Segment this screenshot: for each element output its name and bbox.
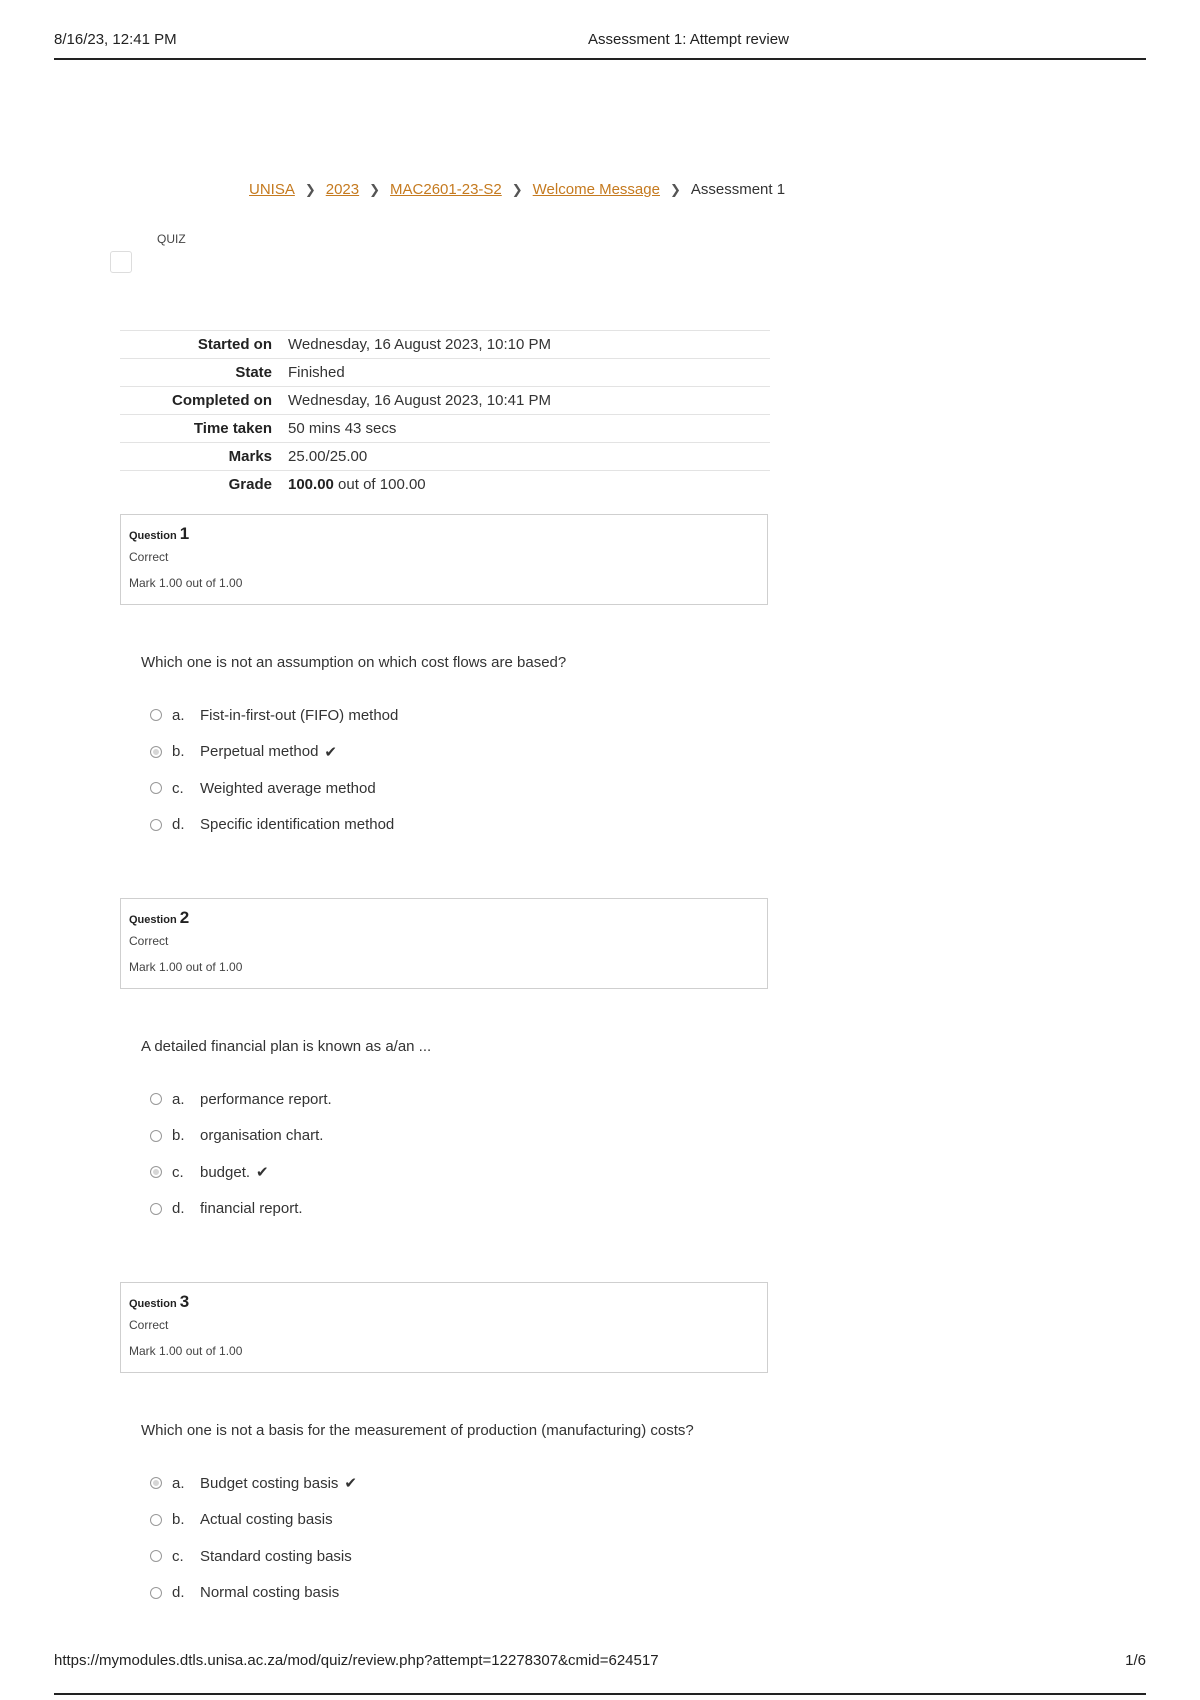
summary-value: 25.00/25.00	[288, 443, 770, 471]
question-info-3	[120, 1282, 768, 1373]
answer-option[interactable]	[150, 807, 398, 844]
question-text-1: Which one is not an assumption on which cost flows are based?	[141, 654, 567, 671]
answer-option[interactable]	[150, 1575, 357, 1612]
question-state: Correct	[129, 550, 169, 564]
answer-list-2	[150, 1081, 332, 1227]
answer-text: Fist-in-first-out (FIFO) method	[200, 706, 399, 724]
footer-divider	[54, 1693, 1146, 1695]
answer-list-3	[150, 1465, 357, 1611]
answer-option[interactable]	[150, 1191, 332, 1228]
breadcrumb-link-course[interactable]: MAC2601-23-S2	[390, 181, 502, 198]
answer-letter: b.	[172, 743, 185, 761]
summary-label: Started on	[120, 331, 288, 359]
chevron-right-icon: ❯	[304, 181, 316, 197]
summary-row	[120, 443, 770, 471]
summary-label: State	[120, 359, 288, 387]
radio-button[interactable]	[150, 1514, 162, 1526]
question-number	[129, 908, 759, 928]
answer-letter: b.	[172, 1127, 185, 1145]
quiz-icon	[110, 251, 132, 273]
answer-text: Perpetual method	[200, 743, 319, 761]
answer-letter: d.	[172, 1200, 185, 1218]
question-number	[129, 524, 759, 544]
print-url: https://mymodules.dtls.unisa.ac.za/mod/quiz/review.php?attempt=12278307&cmid=624517	[54, 1652, 659, 1669]
question-num: 3	[179, 1292, 190, 1311]
summary-row	[120, 359, 770, 387]
summary-row	[120, 331, 770, 359]
question-text-3: Which one is not a basis for the measurement of production (manufacturing) costs?	[141, 1422, 694, 1439]
answer-option[interactable]	[150, 1154, 332, 1191]
summary-label: Time taken	[120, 415, 288, 443]
question-info-1	[120, 514, 768, 605]
chevron-right-icon: ❯	[669, 181, 681, 197]
attempt-summary-table	[120, 330, 770, 498]
answer-letter: c.	[172, 1547, 184, 1565]
summary-value: Wednesday, 16 August 2023, 10:41 PM	[288, 387, 770, 415]
radio-button[interactable]	[150, 709, 162, 721]
radio-button[interactable]	[150, 782, 162, 794]
answer-option[interactable]	[150, 1465, 357, 1502]
breadcrumb-current: Assessment 1	[690, 181, 786, 198]
print-header	[54, 28, 1146, 60]
question-prefix: Question	[129, 530, 177, 542]
answer-letter: d.	[172, 1584, 185, 1602]
answer-list-1	[150, 697, 398, 843]
answer-letter: c.	[172, 779, 184, 797]
radio-button[interactable]	[150, 1130, 162, 1142]
radio-button-selected[interactable]	[150, 1477, 162, 1489]
answer-text: Normal costing basis	[200, 1584, 340, 1602]
radio-button[interactable]	[150, 1550, 162, 1562]
question-mark: Mark 1.00 out of 1.00	[129, 576, 243, 590]
answer-text: organisation chart.	[200, 1127, 324, 1145]
summary-label: Grade	[120, 471, 288, 499]
activity-type-label: QUIZ	[157, 232, 186, 246]
radio-button-selected[interactable]	[150, 1166, 162, 1178]
summary-row	[120, 471, 770, 499]
question-state: Correct	[129, 1318, 169, 1332]
grade-out-of: out of 100.00	[333, 476, 426, 493]
question-mark: Mark 1.00 out of 1.00	[129, 1344, 243, 1358]
page-number: 1/6	[1125, 1652, 1146, 1669]
chevron-right-icon: ❯	[511, 181, 523, 197]
question-info-2	[120, 898, 768, 989]
answer-text: Actual costing basis	[200, 1511, 333, 1529]
summary-value: 50 mins 43 secs	[288, 415, 770, 443]
print-title: Assessment 1: Attempt review	[588, 31, 789, 48]
answer-letter: c.	[172, 1163, 184, 1181]
summary-row	[120, 387, 770, 415]
radio-button[interactable]	[150, 819, 162, 831]
summary-label: Completed on	[120, 387, 288, 415]
answer-text: Budget costing basis	[200, 1474, 339, 1492]
radio-button[interactable]	[150, 1203, 162, 1215]
question-num: 2	[179, 908, 190, 927]
answer-text: financial report.	[200, 1200, 303, 1218]
summary-value	[288, 471, 770, 499]
summary-row	[120, 415, 770, 443]
answer-option[interactable]	[150, 770, 398, 807]
answer-letter: b.	[172, 1511, 185, 1529]
answer-text: Specific identification method	[200, 816, 395, 834]
answer-text: budget.	[200, 1163, 251, 1181]
radio-button-selected[interactable]	[150, 746, 162, 758]
answer-option[interactable]	[150, 1502, 357, 1539]
answer-letter: a.	[172, 1090, 185, 1108]
question-mark: Mark 1.00 out of 1.00	[129, 960, 243, 974]
answer-text: Weighted average method	[200, 779, 376, 797]
checkmark-icon: ✔	[344, 1475, 357, 1493]
question-number	[129, 1292, 759, 1312]
question-num: 1	[179, 524, 190, 543]
answer-text: Standard costing basis	[200, 1547, 352, 1565]
answer-option[interactable]	[150, 697, 398, 734]
radio-button[interactable]	[150, 1093, 162, 1105]
question-prefix: Question	[129, 1298, 177, 1310]
answer-option[interactable]	[150, 1538, 357, 1575]
print-datetime: 8/16/23, 12:41 PM	[54, 31, 177, 48]
summary-label: Marks	[120, 443, 288, 471]
checkmark-icon: ✔	[256, 1164, 269, 1182]
question-text-2: A detailed financial plan is known as a/an ...	[141, 1038, 432, 1055]
answer-option[interactable]	[150, 1081, 332, 1118]
question-state: Correct	[129, 934, 169, 948]
answer-letter: a.	[172, 1474, 185, 1492]
breadcrumb-link-section[interactable]: Welcome Message	[532, 181, 660, 198]
chevron-right-icon: ❯	[369, 181, 381, 197]
answer-text: performance report.	[200, 1090, 332, 1108]
checkmark-icon: ✔	[324, 743, 337, 761]
breadcrumb-link-year[interactable]: 2023	[325, 181, 360, 198]
answer-letter: d.	[172, 816, 185, 834]
summary-value: Wednesday, 16 August 2023, 10:10 PM	[288, 331, 770, 359]
answer-letter: a.	[172, 706, 185, 724]
breadcrumb-link-unisa[interactable]: UNISA	[249, 181, 295, 198]
radio-button[interactable]	[150, 1587, 162, 1599]
question-prefix: Question	[129, 914, 177, 926]
answer-option[interactable]	[150, 1118, 332, 1155]
grade-value: 100.00	[288, 476, 334, 493]
breadcrumb	[249, 181, 785, 198]
print-footer	[54, 1646, 1146, 1696]
summary-value: Finished	[288, 359, 770, 387]
answer-option[interactable]	[150, 734, 398, 771]
